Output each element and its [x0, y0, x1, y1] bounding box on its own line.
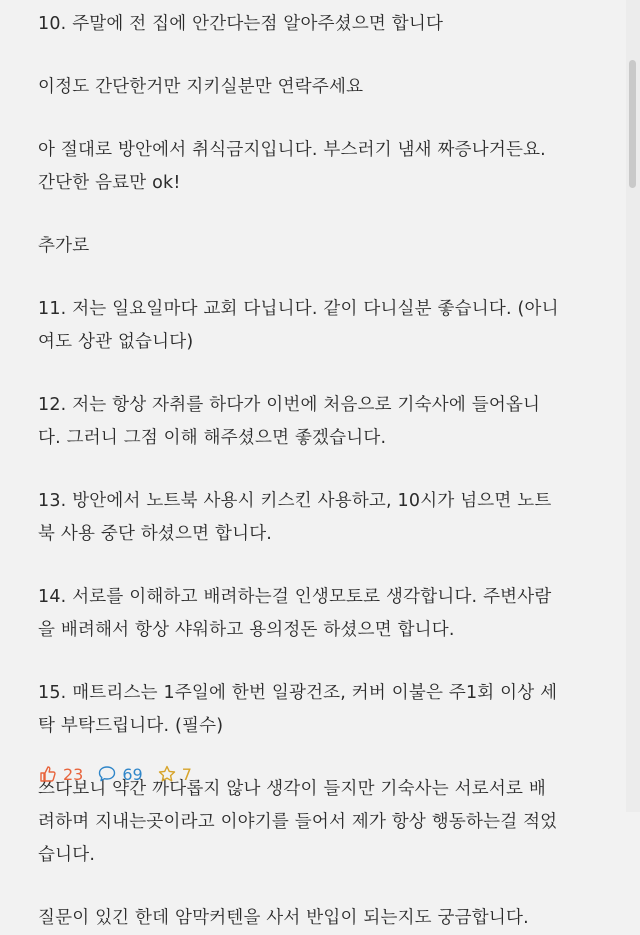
rule-11 — [38, 293, 616, 359]
additional-heading — [38, 230, 616, 263]
post-line: 14. 서로를 이해하고 배려하는걸 인생모토로 생각합니다. 주변사람 — [38, 587, 552, 607]
post-line: 을 배려해서 항상 샤워하고 용의정돈 하셨으면 합니다. — [38, 620, 455, 640]
rule-15 — [38, 677, 616, 743]
post-line: 간단한 음료만 ok! — [38, 173, 181, 193]
rule-13 — [38, 485, 616, 551]
star-count: 7 — [181, 764, 192, 784]
post-line: 11. 저는 일요일마다 교회 다닙니다. 같이 다니실분 좋습니다. (아니 — [38, 299, 559, 319]
star-icon — [157, 764, 177, 784]
no-eating-rule — [38, 134, 616, 200]
post-line: 려하며 지내는곳이라고 이야기를 들어서 제가 항상 행동하는걸 적었 — [38, 812, 558, 832]
post-line: 탁 부탁드립니다. (필수) — [38, 716, 224, 736]
rule-10 — [38, 8, 616, 41]
scrollbar-thumb[interactable] — [629, 60, 636, 188]
rule-12 — [38, 389, 616, 455]
post-line: 15. 매트리스는 1주일에 한번 일광건조, 커버 이불은 주1회 이상 세 — [38, 683, 558, 703]
scrollbar[interactable] — [626, 0, 640, 812]
comment-count: 69 — [122, 764, 143, 784]
post-line: 질문이 있긴 한데 암막커텐을 사서 반입이 되는지도 궁금합니다. — [38, 908, 529, 928]
post-line: 13. 방안에서 노트북 사용시 키스킨 사용하고, 10시가 넘으면 노트 — [38, 491, 552, 511]
post-line: 10. 주말에 전 집에 안간다는점 알아주셨으면 합니다 — [38, 14, 444, 34]
post-line: 이정도 간단한거만 지키실분만 연락주세요 — [38, 77, 364, 97]
post-line: 쓰다보니 약간 까다롭지 않나 생각이 들지만 기숙사는 서로서로 배 — [38, 779, 546, 799]
contact-note — [38, 71, 616, 104]
like-button[interactable] — [38, 764, 83, 784]
post-line: 다. 그러니 그점 이해 해주셨으면 좋겠습니다. — [38, 428, 387, 448]
post-line: 여도 상관 없습니다) — [38, 332, 194, 352]
post-line: 북 사용 중단 하셨으면 합니다. — [38, 524, 273, 544]
rule-14 — [38, 581, 616, 647]
like-count: 23 — [63, 764, 84, 784]
closing-note — [38, 773, 616, 872]
comment-button[interactable] — [97, 764, 142, 784]
thumbs-up-icon — [38, 764, 58, 784]
post-line: 추가로 — [38, 236, 90, 256]
post-line: 12. 저는 항상 자취를 하다가 이번에 처음으로 기숙사에 들어옵니 — [38, 395, 541, 415]
star-button[interactable] — [157, 764, 192, 784]
reaction-bar — [38, 764, 192, 784]
question-line — [38, 902, 616, 935]
post-line: 습니다. — [38, 845, 96, 865]
speech-bubble-icon — [97, 764, 117, 784]
post-line: 아 절대로 방안에서 취식금지입니다. 부스러기 냄새 짜증나거든요. — [38, 140, 546, 160]
